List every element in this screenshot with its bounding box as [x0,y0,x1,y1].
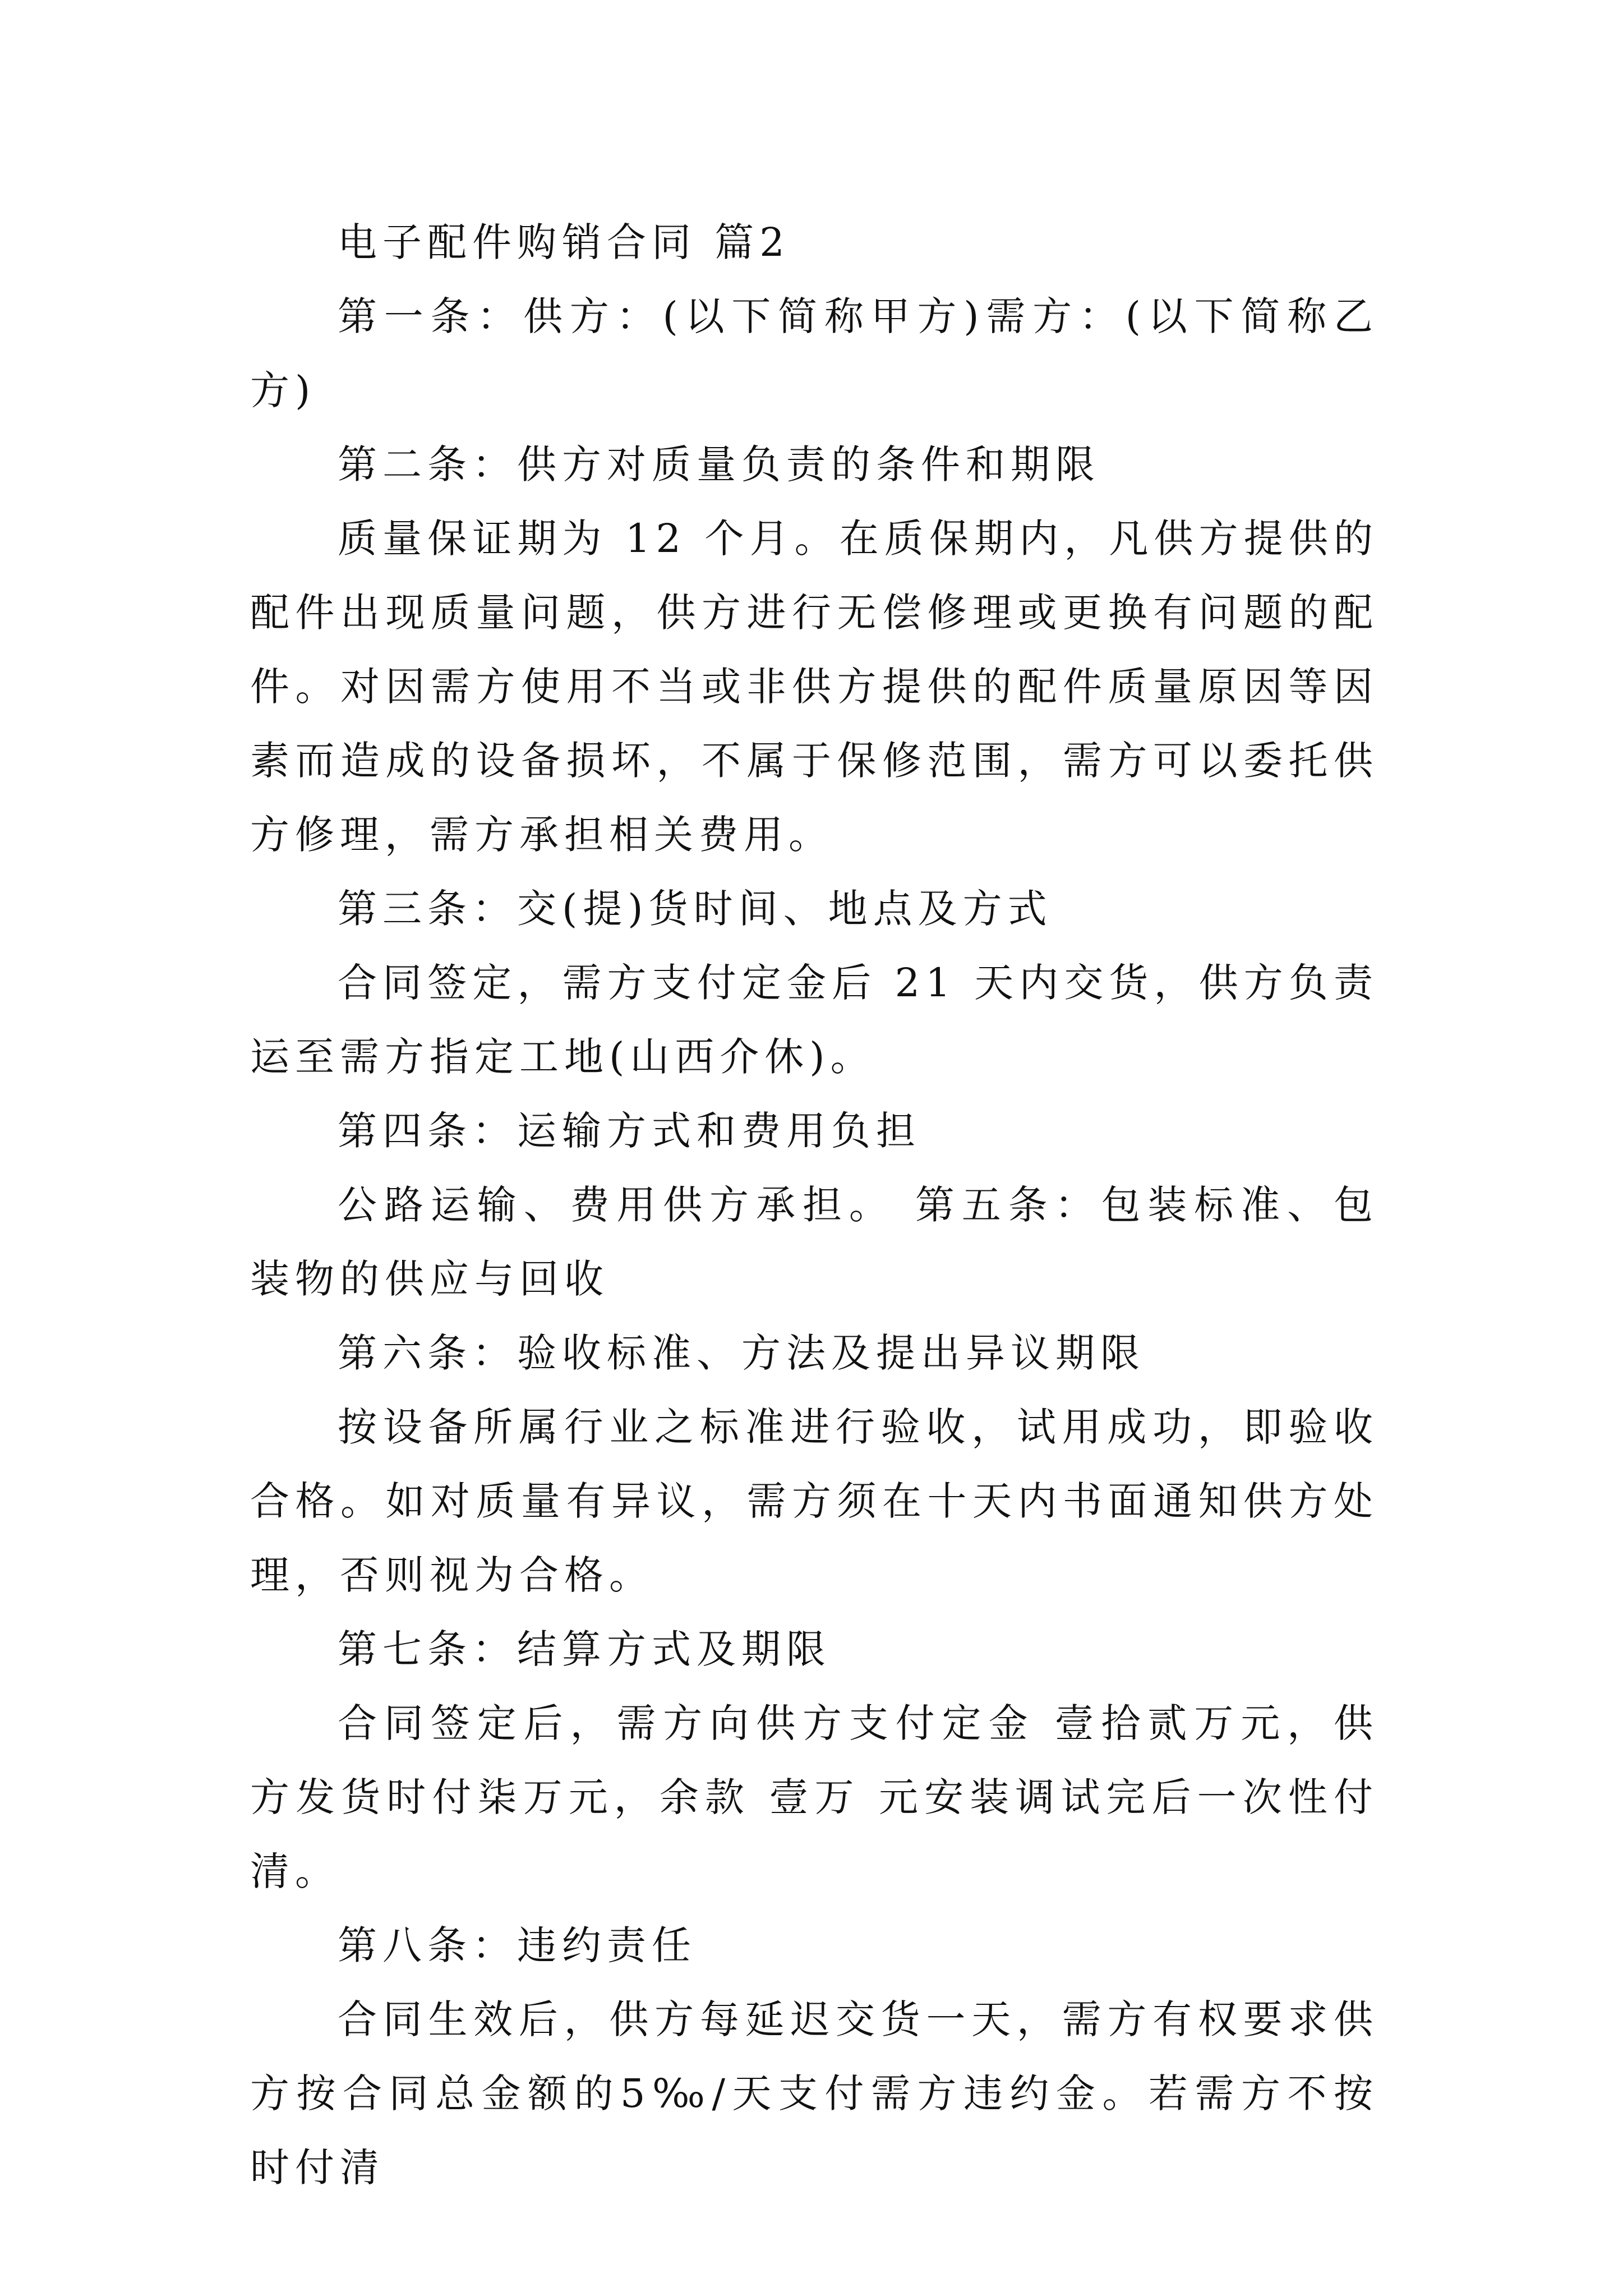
clause-7-heading: 第七条：结算方式及期限 [338,1626,831,1672]
clause-8-heading: 第八条：违约责任 [338,1922,697,1968]
clause-6-body: 按设备所属行业之标准进行验收，试用成功，即验收合格。如对质量有异议，需方须在十天内书面通知供方处理，否则视为合格。 [250,1404,1378,1598]
clause-3-body: 合同签定，需方支付定金后 21 天内交货，供方负责运至需方指定工地(山西介休)。 [250,960,1378,1080]
clause-3-heading: 第三条：交(提)货时间、地点及方式 [338,886,1053,932]
clause-2-heading: 第二条：供方对质量负责的条件和期限 [338,441,1100,487]
clause-2-body: 质量保证期为 12 个月。在质保期内，凡供方提供的配件出现质量问题，供方进行无偿修理或更换有问题的配件。对因需方使用不当或非供方提供的配件质量原因等因素而造成的设备损坏，不属于保修范围，需方可以委托供方修理，需方承担相关费用。 [250,516,1378,858]
clause-7-body: 合同签定后，需方向供方支付定金 壹拾贰万元，供方发货时付柒万元，余款 壹万 元安装调试完后一次性付清。 [250,1700,1378,1894]
document-title: 电子配件购销合同 篇2 [338,219,790,265]
clause-1-parties: 第一条：供方：(以下简称甲方)需方：(以下简称乙方) [250,293,1378,413]
clause-8-body: 合同生效后，供方每延迟交货一天，需方有权要求供方按合同总金额的5‰/天支付需方违约金。若需方不按时付清 [250,1996,1378,2191]
clause-6-heading: 第六条：验收标准、方法及提出异议期限 [338,1330,1145,1376]
document-page [250,205,1378,2205]
clause-4-5-body: 公路运输、费用供方承担。 第五条：包装标准、包装物的供应与回收 [250,1182,1378,1302]
clause-4-heading: 第四条：运输方式和费用负担 [338,1108,921,1154]
